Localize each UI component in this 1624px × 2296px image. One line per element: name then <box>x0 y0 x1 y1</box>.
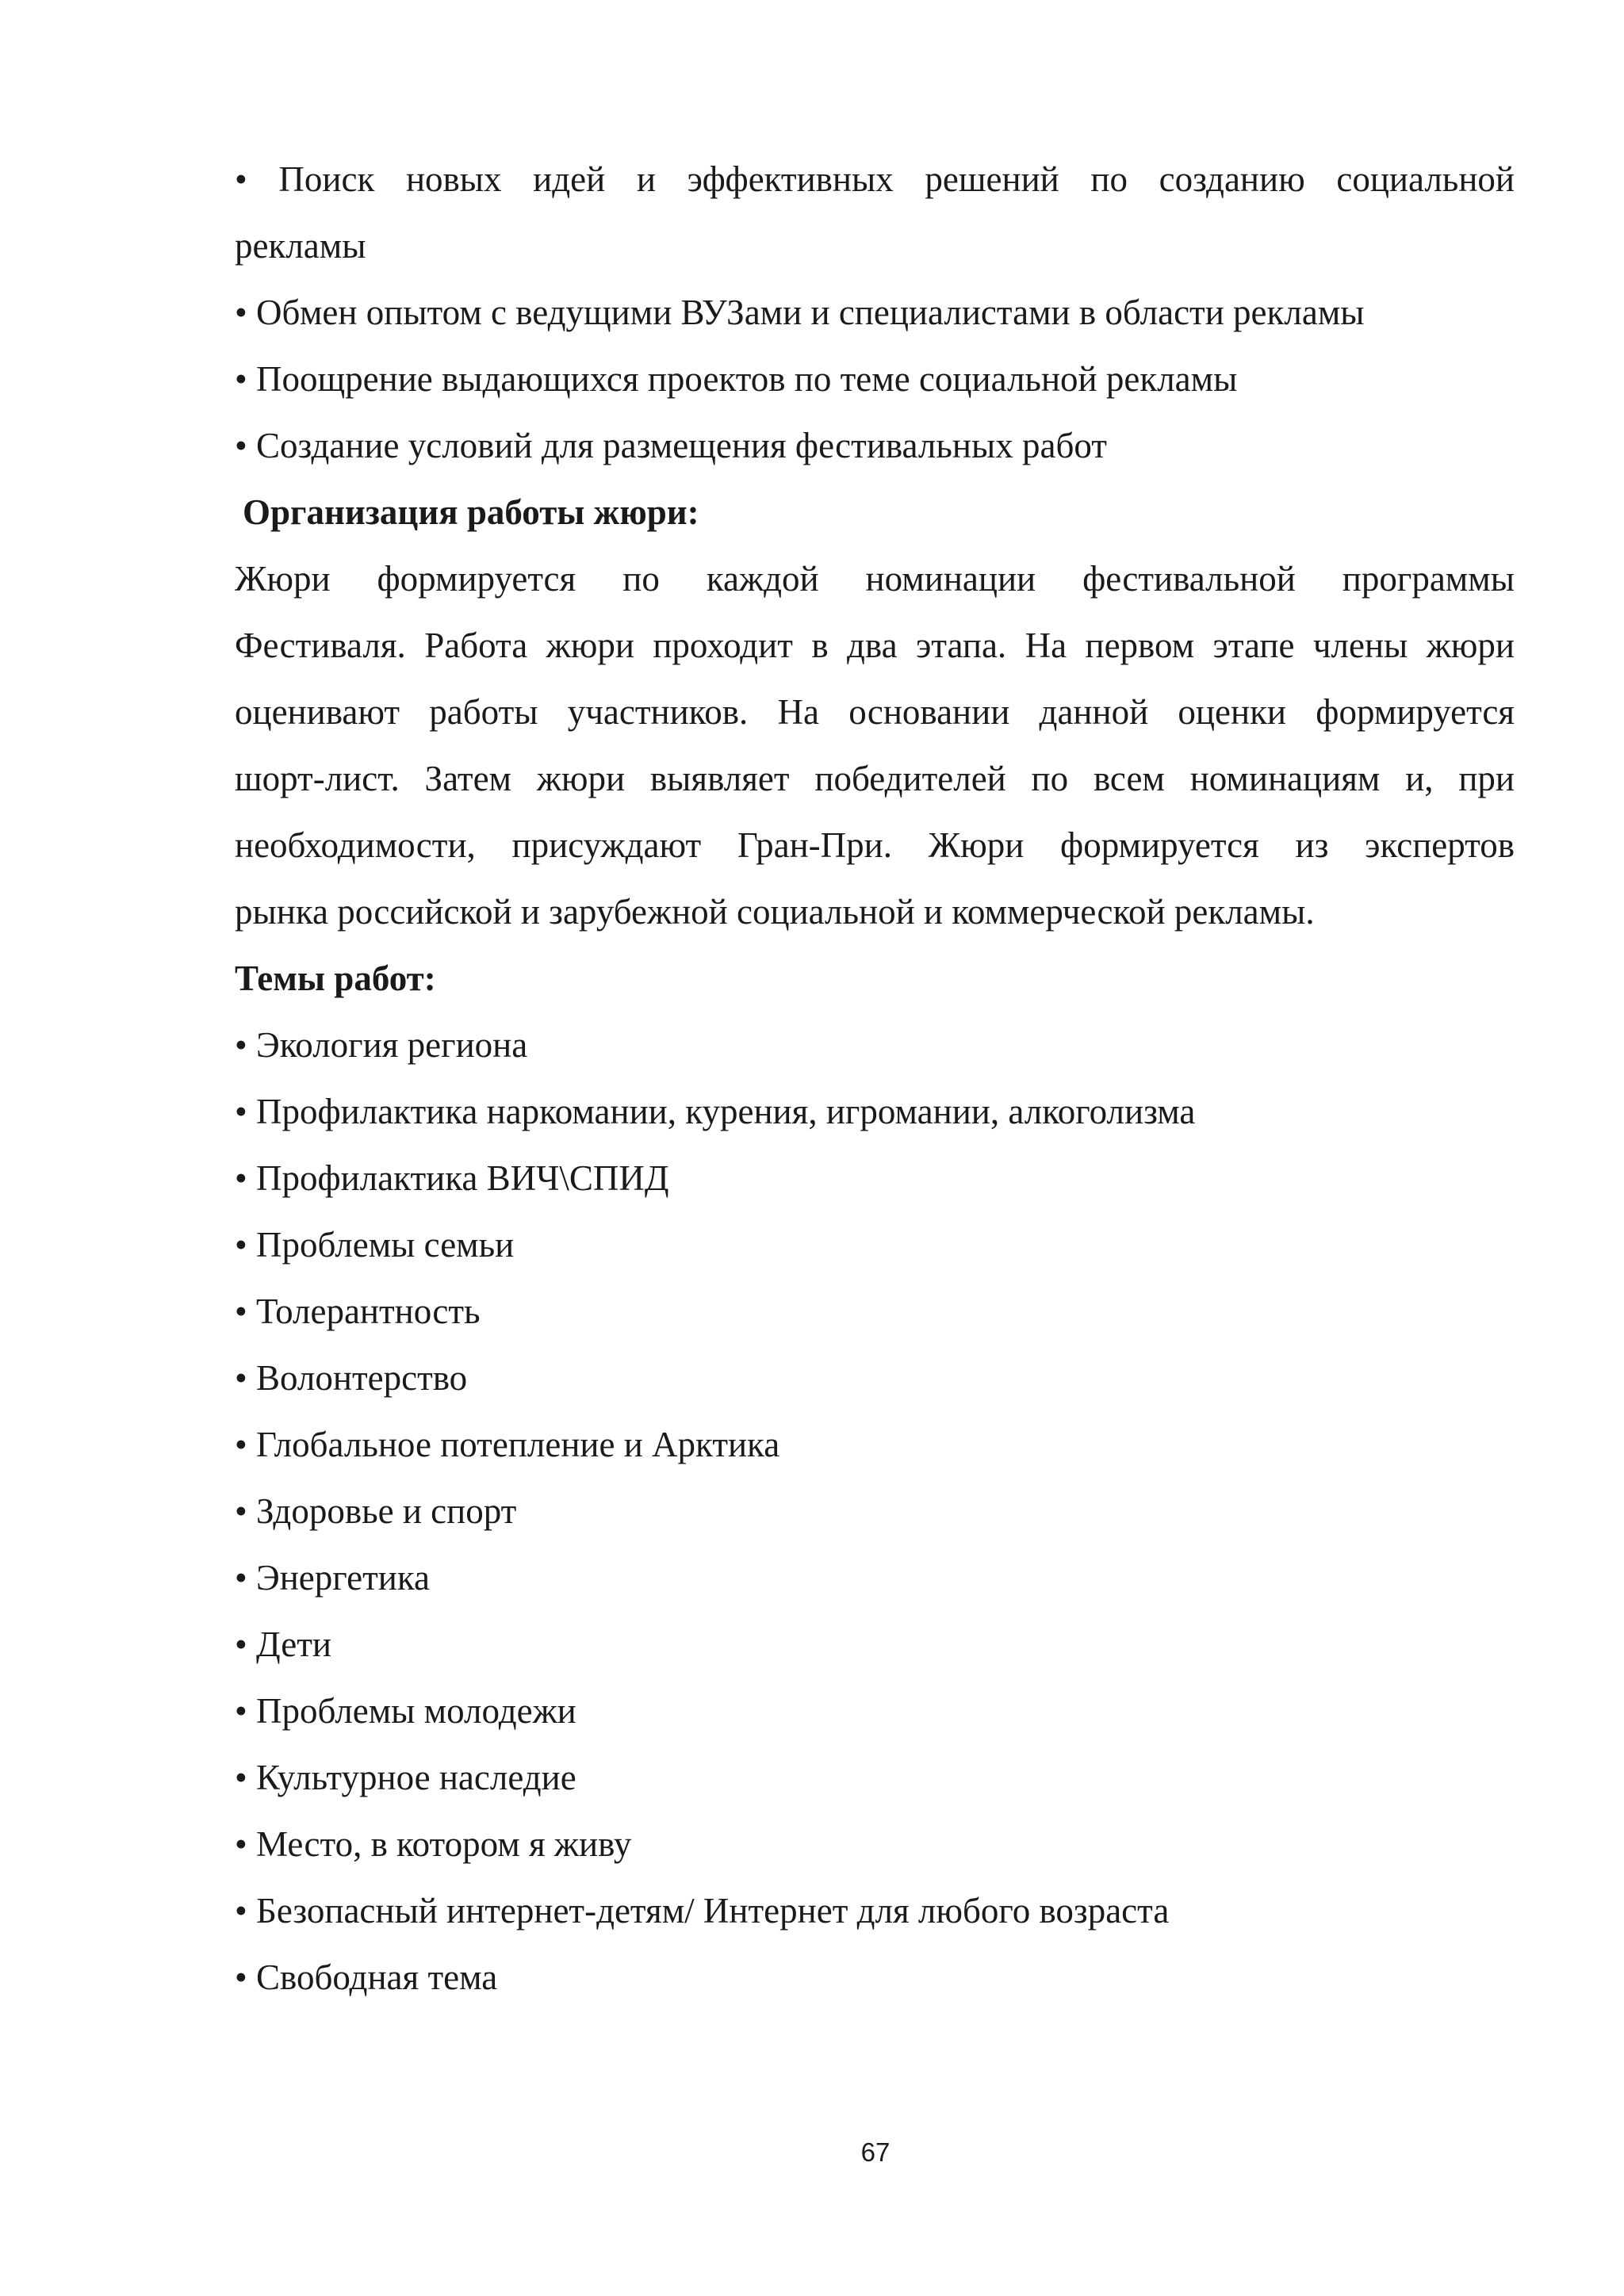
jury-paragraph-line: шорт-лист. Затем жюри выявляет победителей по всем номинациям и, при <box>235 759 1515 798</box>
jury-paragraph-line: Фестиваля. Работа жюри проходит в два этапа. На первом этапе члены жюри <box>235 626 1515 665</box>
goal-item-search-ideas: • Поиск новых идей и эффективных решений по созданию социальной <box>235 159 1515 199</box>
themes-heading: Темы работ: <box>235 959 436 998</box>
theme-item: • Волонтерство <box>235 1358 468 1398</box>
goal-item-experience-exchange: • Обмен опытом с ведущими ВУЗами и специалистами в области рекламы <box>235 293 1365 332</box>
jury-paragraph-line: Жюри формируется по каждой номинации фестивальной программы <box>235 559 1515 599</box>
theme-item: • Толерантность <box>235 1292 481 1331</box>
jury-paragraph-line: необходимости, присуждают Гран-При. Жюри формируется из экспертов <box>235 825 1515 865</box>
theme-item: • Глобальное потепление и Арктика <box>235 1425 780 1464</box>
theme-item: • Профилактика наркомании, курения, игромании, алкоголизма <box>235 1092 1196 1131</box>
jury-paragraph-line: рынка российской и зарубежной социальной и коммерческой рекламы. <box>235 892 1315 932</box>
theme-item: • Свободная тема <box>235 1957 498 1997</box>
page-number: 67 <box>860 2137 891 2167</box>
goal-item-encourage-projects: • Поощрение выдающихся проектов по теме социальной рекламы <box>235 359 1238 399</box>
theme-item: • Место, в котором я живу <box>235 1824 632 1864</box>
theme-item: • Экология региона <box>235 1025 528 1065</box>
jury-paragraph-line: оценивают работы участников. На основании данной оценки формируется <box>235 692 1515 732</box>
theme-item: • Проблемы семьи <box>235 1225 515 1265</box>
theme-item: • Здоровье и спорт <box>235 1491 517 1531</box>
theme-item: • Культурное наследие <box>235 1758 576 1797</box>
theme-item: • Безопасный интернет-детям/ Интернет для любого возраста <box>235 1891 1170 1931</box>
theme-item: • Проблемы молодежи <box>235 1691 576 1731</box>
theme-item: • Дети <box>235 1624 331 1664</box>
theme-item: • Энергетика <box>235 1558 431 1598</box>
goal-item-search-ideas-continued: рекламы <box>235 226 366 266</box>
jury-heading: Организация работы жюри: <box>243 492 699 532</box>
page-content <box>235 146 1515 2011</box>
theme-item: • Профилактика ВИЧ\СПИД <box>235 1158 669 1198</box>
goal-item-placement-conditions: • Создание условий для размещения фестивальных работ <box>235 426 1107 465</box>
